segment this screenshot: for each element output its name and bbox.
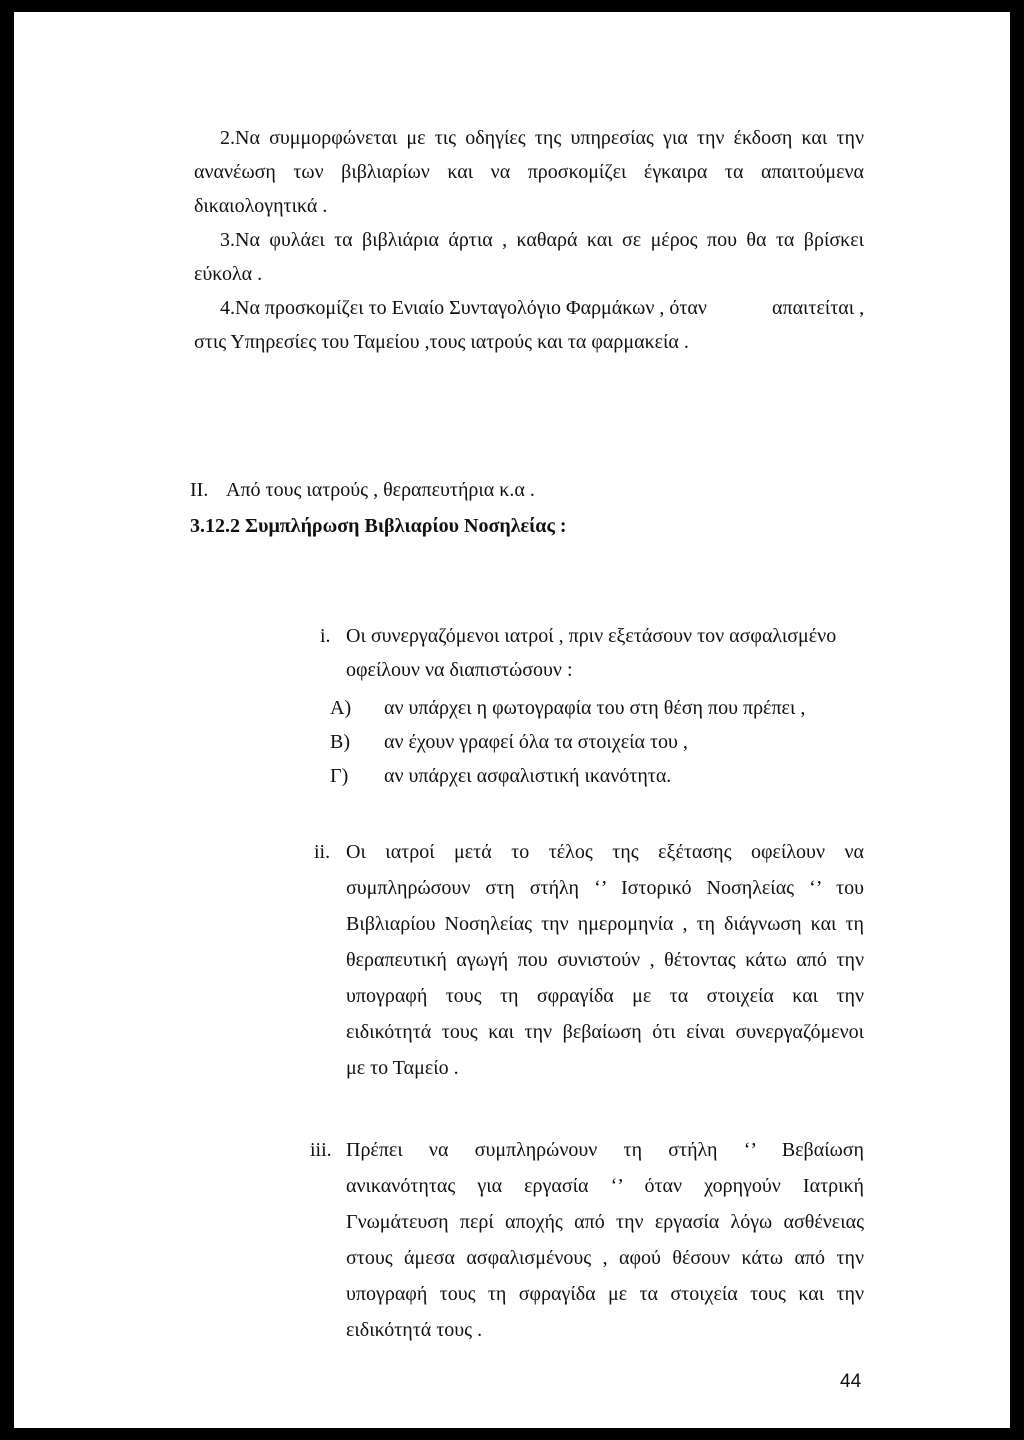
document-page: [14, 12, 1010, 1428]
section-heading: Από τους ιατρούς , θεραπευτήρια κ.α .: [226, 479, 535, 501]
check-text-a: αν υπάρχει η φωτογραφία του στη θέση που πρέπει ,: [384, 697, 806, 719]
section-subheading: 3.12.2 Συμπλήρωση Βιβλιαρίου Νοσηλείας :: [190, 515, 567, 537]
item-iii-line-3: Γνωμάτευση περί αποχής από την εργασία λόγω ασθένειας: [346, 1211, 864, 1233]
item-4-line-2: στις Υπηρεσίες του Ταμείου ,τους ιατρούς και τα φαρμακεία .: [194, 331, 689, 353]
check-label-c: Γ): [330, 765, 349, 787]
item-ii-line-5: υπογραφή τους τη σφραγίδα με τα στοιχεία και την: [346, 985, 864, 1007]
item-4-line-1-left: 4.Να προσκομίζει το Ενιαίο Συνταγολόγιο Φαρμάκων , όταν: [220, 297, 707, 319]
item-2-line-2: ανανέωση των βιβλιαρίων και να προσκομίζει έγκαιρα τα απαιτούμενα: [194, 161, 864, 183]
item-2-line-1: 2.Να συμμορφώνεται με τις οδηγίες της υπηρεσίας για την έκδοση και την: [220, 127, 864, 149]
item-ii-line-4: θεραπευτική αγωγή που συνιστούν , θέτοντας κάτω από την: [346, 949, 864, 971]
item-i-line-2: οφείλουν να διαπιστώσουν :: [346, 659, 573, 681]
item-i-marker: i.: [320, 625, 331, 647]
item-ii-line-7: με το Ταμείο .: [346, 1057, 459, 1079]
item-2-line-3: δικαιολογητικά .: [194, 195, 328, 217]
item-3-line-1: 3.Να φυλάει τα βιβλιάρια άρτια , καθαρά και σε μέρος που θα τα βρίσκει: [220, 229, 864, 251]
item-ii-line-6: ειδικότητά τους και την βεβαίωση ότι είναι συνεργαζόμενοι: [346, 1021, 864, 1043]
item-4-line-1-right: απαιτείται ,: [772, 297, 865, 319]
item-ii-line-1: Οι ιατροί μετά το τέλος της εξέτασης οφείλουν να: [346, 841, 864, 863]
item-iii-marker: iii.: [310, 1139, 332, 1161]
check-label-b: Β): [330, 731, 350, 753]
item-iii-line-4: στους άμεσα ασφαλισμένους , αφού θέσουν κάτω από την: [346, 1247, 864, 1269]
check-text-b: αν έχουν γραφεί όλα τα στοιχεία του ,: [384, 731, 688, 753]
item-iii-line-5: υπογραφή τους τη σφραγίδα με τα στοιχεία τους και την: [346, 1283, 864, 1305]
section-marker: II.: [190, 479, 209, 501]
item-i-line-1: Οι συνεργαζόμενοι ιατροί , πριν εξετάσουν τον ασφαλισμένο: [346, 625, 837, 647]
check-label-a: Α): [330, 697, 352, 719]
item-ii-line-2: συμπληρώσουν στη στήλη ‘’ Ιστορικό Νοσηλείας ‘’ του: [346, 877, 864, 899]
item-iii-line-6: ειδικότητά τους .: [346, 1319, 483, 1341]
check-text-c: αν υπάρχει ασφαλιστική ικανότητα.: [384, 765, 672, 787]
item-iii-line-2: ανικανότητας για εργασία ‘’ όταν χορηγούν Ιατρική: [346, 1175, 864, 1197]
item-ii-marker: ii.: [314, 841, 331, 863]
item-ii-line-3: Βιβλιαρίου Νοσηλείας την ημερομηνία , τη διάγνωση και τη: [346, 913, 864, 935]
item-iii-line-1: Πρέπει να συμπληρώνουν τη στήλη ‘’ Βεβαίωση: [346, 1139, 864, 1161]
page-number: 44: [840, 1371, 862, 1392]
item-3-line-2: εύκολα .: [194, 263, 263, 285]
